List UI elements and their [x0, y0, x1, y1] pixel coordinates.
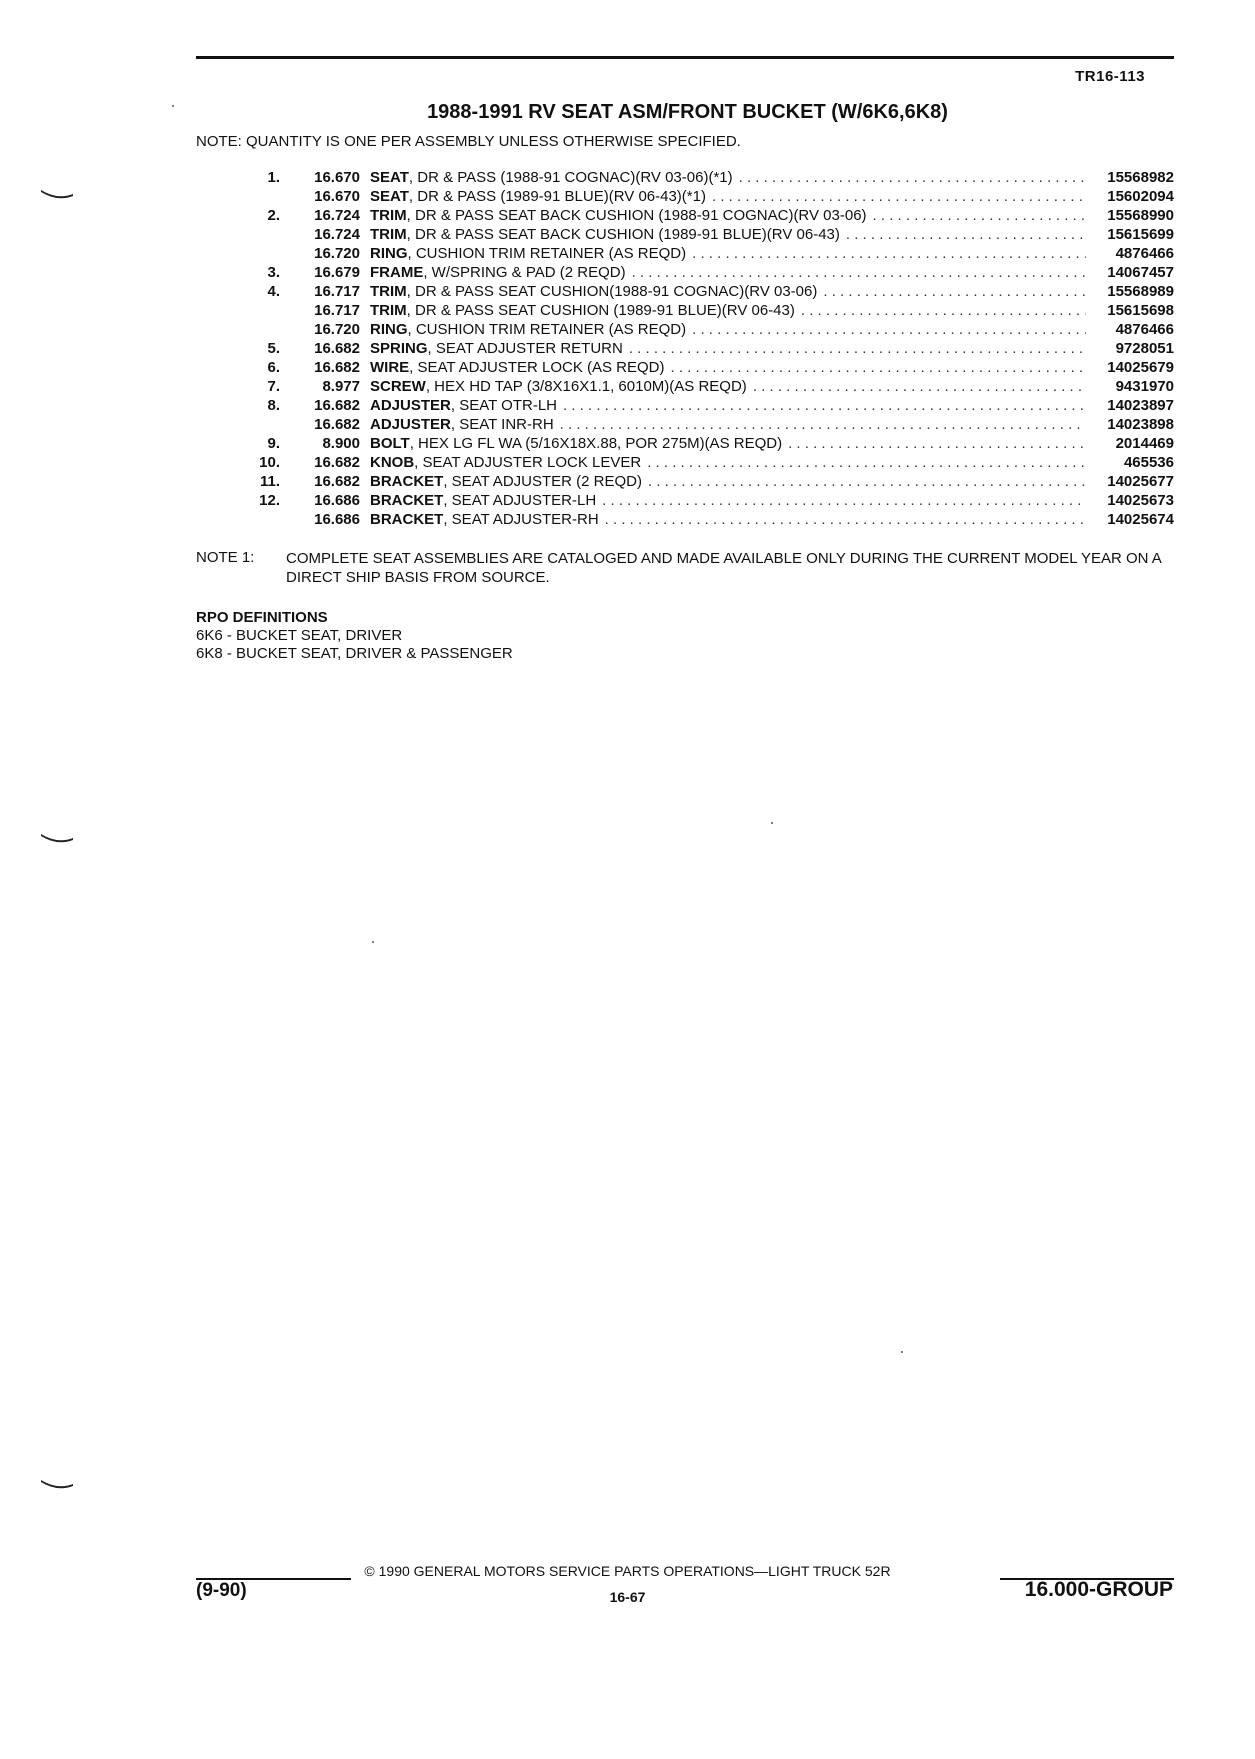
part-description: , DR & PASS SEAT CUSHION (1989-91 BLUE)(RV 06-43) [406, 302, 795, 319]
item-number: 7. [267, 378, 280, 395]
parts-row [230, 472, 1174, 491]
part-description: , HEX LG FL WA (5/16X18X.88, POR 275M)(AS REQD) [409, 435, 783, 452]
part-name: TRIM [370, 302, 407, 319]
group-number: 16.717 [314, 283, 360, 300]
part-name: FRAME [370, 264, 424, 281]
leader-dots [648, 472, 1086, 491]
part-name: SEAT [370, 169, 409, 186]
group-number: 16.682 [314, 473, 360, 490]
item-number: 2. [267, 207, 280, 224]
group-number: 16.720 [314, 321, 360, 338]
parts-row [230, 168, 1174, 187]
group-number: 16.670 [314, 169, 360, 186]
part-description: , SEAT ADJUSTER RETURN [427, 340, 623, 357]
item-number: 10. [259, 454, 280, 471]
part-number: 4876466 [1115, 321, 1174, 338]
part-number: 4876466 [1115, 245, 1174, 262]
parts-row [230, 358, 1174, 377]
leader-dots [846, 225, 1086, 244]
group-number: 16.670 [314, 188, 360, 205]
rpo-heading: RPO DEFINITIONS [196, 609, 328, 626]
parts-row [230, 434, 1174, 453]
leader-dots [739, 168, 1086, 187]
part-number: 9728051 [1115, 340, 1174, 357]
rpo-def: 6K8 - BUCKET SEAT, DRIVER & PASSENGER [196, 645, 513, 662]
leader-dots [692, 244, 1086, 263]
parts-row [230, 339, 1174, 358]
part-description: , DR & PASS SEAT BACK CUSHION (1988-91 COGNAC)(RV 03-06) [406, 207, 867, 224]
footnote-label: NOTE 1: [196, 549, 255, 566]
footer-page-number: 16-67 [609, 1589, 646, 1605]
parts-row [230, 244, 1174, 263]
leader-dots [605, 510, 1086, 529]
part-name: SEAT [370, 188, 409, 205]
part-number: 14025679 [1107, 359, 1174, 376]
item-number: 4. [267, 283, 280, 300]
part-description: , DR & PASS (1989-91 BLUE)(RV 06-43)(*1) [408, 188, 706, 205]
parts-row [230, 491, 1174, 510]
leader-dots [692, 320, 1086, 339]
group-number: 16.724 [314, 207, 360, 224]
parts-row [230, 282, 1174, 301]
part-number: 2014469 [1115, 435, 1174, 452]
part-description: , SEAT ADJUSTER-LH [443, 492, 597, 509]
footer-date: (9-90) [196, 1580, 247, 1601]
group-number: 16.679 [314, 264, 360, 281]
scan-speck [771, 822, 773, 824]
part-description: , SEAT INR-RH [450, 416, 554, 433]
part-name: KNOB [370, 454, 415, 471]
group-number: 16.682 [314, 359, 360, 376]
group-number: 16.686 [314, 511, 360, 528]
leader-dots [602, 491, 1086, 510]
part-name: ADJUSTER [370, 397, 451, 414]
part-number: 15615698 [1107, 302, 1174, 319]
binder-hole-mark [40, 1476, 74, 1490]
footer-copyright [0, 1563, 1255, 1579]
group-number: 16.724 [314, 226, 360, 243]
part-name: RING [370, 245, 408, 262]
leader-dots [563, 396, 1086, 415]
parts-row [230, 415, 1174, 434]
parts-row [230, 510, 1174, 529]
part-description: , SEAT ADJUSTER (2 REQD) [443, 473, 642, 490]
part-name: ADJUSTER [370, 416, 451, 433]
part-description: , W/SPRING & PAD (2 REQD) [423, 264, 626, 281]
binder-hole-mark [40, 186, 74, 200]
part-name: SPRING [370, 340, 428, 357]
leader-dots [801, 301, 1086, 320]
parts-row [230, 225, 1174, 244]
part-number: 14067457 [1107, 264, 1174, 281]
part-name: TRIM [370, 226, 407, 243]
part-name: BOLT [370, 435, 410, 452]
parts-row [230, 396, 1174, 415]
group-number: 8.977 [322, 378, 360, 395]
footer-group: 16.000-GROUP [1024, 1578, 1173, 1601]
part-number: 465536 [1123, 454, 1174, 471]
rpo-definitions [196, 609, 513, 663]
group-number: 16.717 [314, 302, 360, 319]
group-number: 16.720 [314, 245, 360, 262]
part-description: , SEAT OTR-LH [450, 397, 557, 414]
parts-row [230, 301, 1174, 320]
item-number: 6. [267, 359, 280, 376]
leader-dots [753, 377, 1086, 396]
item-number: 12. [259, 492, 280, 509]
part-description: , CUSHION TRIM RETAINER (AS REQD) [407, 321, 687, 338]
part-number: 15602094 [1107, 188, 1174, 205]
part-description: , SEAT ADJUSTER LOCK (AS REQD) [409, 359, 665, 376]
leader-dots [873, 206, 1086, 225]
page-title-text: 1988-1991 RV SEAT ASM/FRONT BUCKET (W/6K6,6K8) [427, 101, 948, 123]
part-name: RING [370, 321, 408, 338]
leader-dots [629, 339, 1086, 358]
item-number: 3. [267, 264, 280, 281]
part-description: , SEAT ADJUSTER-RH [443, 511, 599, 528]
item-number: 8. [267, 397, 280, 414]
part-number: 15568989 [1107, 283, 1174, 300]
leader-dots [671, 358, 1086, 377]
item-number: 11. [259, 473, 280, 490]
parts-row [230, 320, 1174, 339]
group-number: 16.682 [314, 340, 360, 357]
page-title [0, 101, 1255, 124]
leader-dots [632, 263, 1086, 282]
part-number: 14025677 [1107, 473, 1174, 490]
item-number: 5. [267, 340, 280, 357]
leader-dots [823, 282, 1086, 301]
parts-row [230, 206, 1174, 225]
part-name: BRACKET [370, 473, 444, 490]
part-number: 15568982 [1107, 169, 1174, 186]
footnote-text: COMPLETE SEAT ASSEMBLIES ARE CATALOGED AND MADE AVAILABLE ONLY DURING THE CURRENT MODEL YEAR ON A DIRECT SHIP BASIS FROM SOURCE. [286, 550, 1161, 586]
item-number: 1. [267, 169, 280, 186]
part-number: 9431970 [1115, 378, 1174, 395]
leader-dots [560, 415, 1086, 434]
part-name: BRACKET [370, 511, 444, 528]
parts-row [230, 263, 1174, 282]
part-number: 14023898 [1107, 416, 1174, 433]
part-description: , SEAT ADJUSTER LOCK LEVER [414, 454, 642, 471]
part-name: SCREW [370, 378, 426, 395]
group-number: 16.682 [314, 454, 360, 471]
part-number: 14025674 [1107, 511, 1174, 528]
group-number: 16.686 [314, 492, 360, 509]
footer-copyright-text: © 1990 GENERAL MOTORS SERVICE PARTS OPERATIONS—LIGHT TRUCK 52R [364, 1563, 891, 1579]
scan-speck [901, 1351, 903, 1353]
part-name: TRIM [370, 283, 407, 300]
parts-row [230, 377, 1174, 396]
group-number: 8.900 [322, 435, 360, 452]
part-description: , DR & PASS (1988-91 COGNAC)(RV 03-06)(*1) [408, 169, 733, 186]
rpo-def: 6K6 - BUCKET SEAT, DRIVER [196, 627, 403, 644]
binder-hole-mark [40, 830, 74, 844]
part-number: 15568990 [1107, 207, 1174, 224]
part-name: BRACKET [370, 492, 444, 509]
leader-dots [712, 187, 1086, 206]
part-number: 15615699 [1107, 226, 1174, 243]
part-number: 14025673 [1107, 492, 1174, 509]
part-description: , DR & PASS SEAT CUSHION(1988-91 COGNAC)(RV 03-06) [406, 283, 818, 300]
quantity-note: NOTE: QUANTITY IS ONE PER ASSEMBLY UNLESS OTHERWISE SPECIFIED. [196, 133, 741, 150]
scan-speck [372, 941, 374, 943]
leader-dots [788, 434, 1086, 453]
group-number: 16.682 [314, 416, 360, 433]
page-code: TR16-113 [1075, 68, 1145, 85]
part-description: , HEX HD TAP (3/8X16X1.1, 6010M)(AS REQD) [425, 378, 747, 395]
parts-list [230, 168, 1174, 529]
part-number: 14023897 [1107, 397, 1174, 414]
part-description: , DR & PASS SEAT BACK CUSHION (1989-91 BLUE)(RV 06-43) [406, 226, 840, 243]
part-description: , CUSHION TRIM RETAINER (AS REQD) [407, 245, 687, 262]
parts-row [230, 453, 1174, 472]
part-name: TRIM [370, 207, 407, 224]
header-rule [196, 56, 1174, 59]
leader-dots [647, 453, 1086, 472]
part-name: WIRE [370, 359, 410, 376]
group-number: 16.682 [314, 397, 360, 414]
item-number: 9. [267, 435, 280, 452]
parts-row [230, 187, 1174, 206]
